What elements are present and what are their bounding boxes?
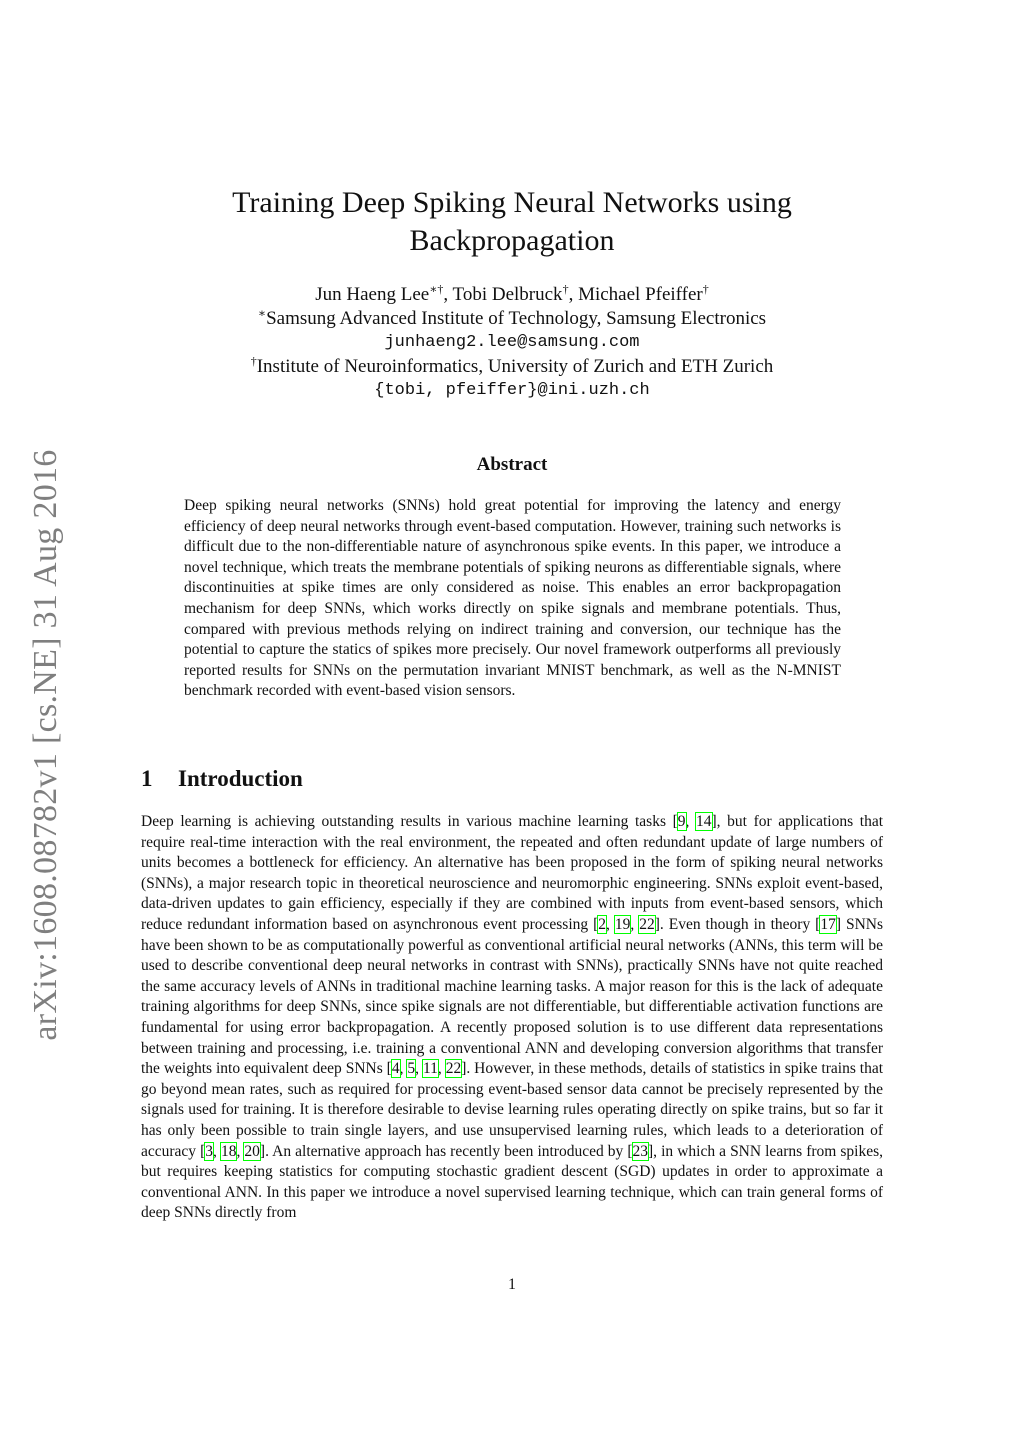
affiliation-samsung: ∗Samsung Advanced Institute of Technology, Samsung Electronics: [257, 306, 767, 329]
citation-link[interactable]: 23: [632, 1142, 648, 1160]
citation-link[interactable]: 14: [696, 813, 712, 830]
citation-link[interactable]: 9: [677, 813, 686, 830]
citation-link[interactable]: 19: [614, 915, 631, 933]
title-line-1: Training Deep Spiking Neural Networks using: [232, 186, 792, 219]
author-names: Jun Haeng Lee∗†, Tobi Delbruck†, Michael Pfeiffer†: [315, 282, 709, 305]
section-number: 1: [141, 766, 153, 791]
citation-link[interactable]: 18: [220, 1142, 237, 1160]
citation-link[interactable]: 22: [445, 1060, 462, 1078]
email-samsung: junhaeng2.lee@samsung.com: [384, 333, 640, 352]
arxiv-id: arXiv:1608.08782v1 [cs.NE] 31 Aug 2016: [27, 449, 64, 1041]
page-number: 1: [508, 1276, 516, 1293]
citation-link[interactable]: 22: [639, 915, 655, 933]
introduction-paragraph: Deep learning is achieving outstanding results in various machine learning tasks [9, 14], but for applications that require real-time interaction with the real environment, the repeated and often redundant update of large numbers of units becomes a bottleneck for efficiency. An alternative has been proposed in the form of spiking neural networks (SNNs), a major research topic in theoretical neuroscience and neuromorphic engineering. SNNs exploit event-based, data-driven updates to gain efficiency, especially if they are combined with inputs from event-based sensors, which reduce redundant information based on asynchronous event processing [2, 19, 22]. Even though in theory [17] SNNs have been shown to be as computationally powerful as conventional artificial neural networks (ANNs, this term will be used to describe conventional deep neural networks in contrast with SNNs), practically SNNs have not quite reached the same accuracy levels of ANNs in traditional machine learning tasks. A major reason for this is the lack of adequate training algorithms for deep SNNs, since spike signals are not differentiable, but differentiable activation functions are fundamental for using error backpropagation. A recently proposed solution is to use different data representations between training and processing, i.e. training a conventional ANN and developing conversion algorithms that transfer the weights into equivalent deep SNNs [4, 5, 11, 22]. However, in these methods, details of statistics in spike trains that go beyond mean rates, such as required for processing event-based sensor data cannot be precisely represented by the signals used for training. It is therefore desirable to devise learning rules operating directly on spike trains, but so far it has only been possible to train single layers, and use unsupervised learning rules, which leads to a deterioration of accuracy [3, 18, 20]. An alternative approach has recently been introduced by [23], in which a SNN learns from spikes, but requires keeping statistics for computing stochastic gradient descent (SGD) updates in order to approximate a conventional ANN. In this paper we introduce a novel supervised learning technique, which can train general forms of deep SNNs directly from: [141, 813, 884, 1222]
abstract-heading: Abstract: [476, 454, 548, 475]
citation-link[interactable]: 4: [391, 1060, 400, 1078]
citation-link[interactable]: 17: [820, 915, 836, 933]
citation-link[interactable]: 3: [205, 1142, 214, 1160]
affiliation-uzh: †Institute of Neuroinformatics, University of Zurich and ETH Zurich: [250, 354, 774, 377]
citation-link[interactable]: 2: [598, 915, 607, 933]
author-pfeiffer-marks: †: [702, 282, 709, 296]
author-delbruck: Tobi Delbruck: [452, 284, 563, 305]
citation-link[interactable]: 11: [422, 1060, 438, 1078]
introduction-text: [141, 812, 883, 1224]
author-lee-marks: ∗†: [429, 282, 444, 296]
citation-link[interactable]: 5: [407, 1060, 416, 1078]
section-title: Introduction: [178, 766, 303, 791]
author-pfeiffer: Michael Pfeiffer: [578, 284, 703, 305]
author-lee: Jun Haeng Lee: [315, 284, 430, 305]
title-line-2: Backpropagation: [409, 224, 615, 257]
section-heading-introduction: [141, 766, 303, 792]
abstract-text: Deep spiking neural networks (SNNs) hold great potential for improving the latency and energy efficiency of deep neural networks through event-based computation. However, training such networks is difficult due to the non-differentiable nature of asynchronous spike events. In this paper, we introduce a novel technique, which treats the membrane potentials of spiking neurons as differentiable signals, where discontinuities at spike times are only considered as noise. This enables an error backpropagation mechanism for deep SNNs, which works directly on spike signals and membrane potentials. Thus, compared with previous methods relying on indirect training and conversion, our technique has the potential to capture the statics of spikes more precisely. Our novel framework outperforms all previously reported results for SNNs on the permutation invariant MNIST benchmark, as well as the N-MNIST benchmark recorded with event-based vision sensors.: [184, 497, 841, 700]
author-block: [180, 283, 844, 403]
author-delbruck-marks: †: [562, 282, 569, 296]
paper-title: [212, 184, 812, 260]
citation-link[interactable]: 20: [244, 1142, 260, 1160]
email-uzh: {tobi, pfeiffer}@ini.uzh.ch: [374, 381, 650, 400]
